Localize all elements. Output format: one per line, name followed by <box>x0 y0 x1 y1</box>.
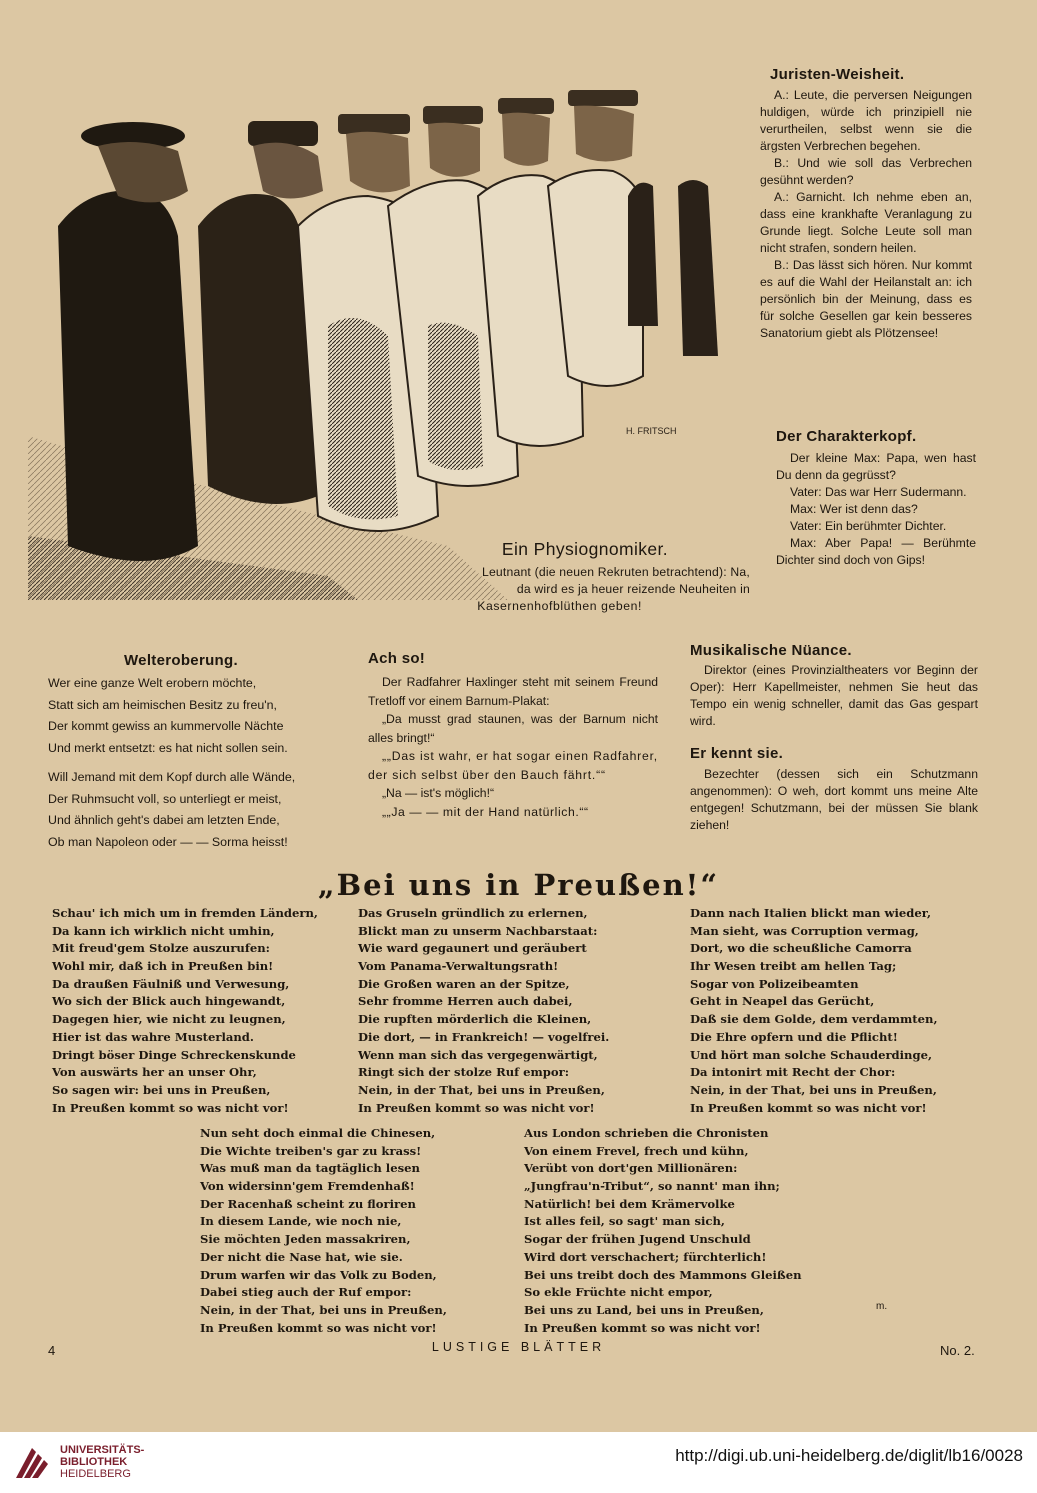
verse-line: In diesem Lande, wie noch nie, <box>200 1214 402 1229</box>
verse-line: Ist alles feil, so sagt' man sich, <box>524 1214 725 1229</box>
verse-line: Bei uns treibt doch des Mammons Gleißen <box>524 1267 802 1282</box>
verse-line: So sagen wir: bei uns in Preußen, <box>52 1082 271 1097</box>
achso-paragraph: „Na — ist's möglich!“ <box>382 786 495 800</box>
achso-paragraph: „„Das ist wahr, er hat sogar einen Radfahrer, der sich selbst über den Bauch fährt.““ <box>368 749 658 782</box>
verse-line: Natürlich! bei dem Krämervolke <box>524 1196 735 1211</box>
library-name-line-2: BIBLIOTHEK <box>60 1456 128 1468</box>
achso-title: Ach so! <box>368 650 426 667</box>
verse-line: Drum warfen wir das Volk zu Boden, <box>200 1267 437 1282</box>
verse-line: Was muß man da tagtäglich lesen <box>200 1161 420 1176</box>
verse-line: Dagegen hier, wie nicht zu leugnen, <box>52 1012 286 1027</box>
verse-line: „Jungfrau'n-Tribut“, so nannt' man ihn; <box>524 1179 780 1194</box>
verse-line: Nun seht doch einmal die Chinesen, <box>200 1126 436 1140</box>
musikalisch-title: Musikalische Nüance. <box>690 642 852 659</box>
achso-paragraph: „„Ja — — mit der Hand natürlich.““ <box>382 804 589 819</box>
charakter-paragraph: Vater: Ein berühmter Dichter. <box>790 519 947 533</box>
achso-body <box>368 673 658 821</box>
verse-line: Die Großen waren an der Spitze, <box>358 976 570 991</box>
verse-line: In Preußen kommt so was nicht vor! <box>690 1100 927 1115</box>
library-name-line-3: HEIDELBERG <box>60 1468 131 1480</box>
juristen-paragraph: B.: Das lässt sich hören. Nur kommt es auf die Wahl der Heilanstalt an: ich persönlich bin der Meinung, dass es für solche Gesellen gar kein besseres Sanatorium giebt als Plötzensee! <box>760 258 972 340</box>
verse-line: Nein, in der That, bei uns in Preußen, <box>200 1302 447 1317</box>
preussen-stanza-3 <box>690 905 990 1117</box>
musikalisch-text: Direktor (eines Provinzialtheaters vor Beginn der Oper): Herr Kapellmeister, nehmen Sie heut das Tempo ein wenig schneller, damit das Gas gespart wird. <box>690 663 978 728</box>
poem-line: Der Ruhmsucht voll, so unterliegt er meist, <box>48 791 282 806</box>
verse-line: Hier ist das wahre Musterland. <box>52 1029 254 1044</box>
poem-line: Und merkt entsetzt: es hat nicht sollen sein. <box>48 740 288 755</box>
verse-line: Man sieht, was Corruption vermag, <box>690 923 919 938</box>
verse-line: Dringt böser Dinge Schreckenskunde <box>52 1047 296 1062</box>
verse-line: In Preußen kommt so was nicht vor! <box>358 1100 595 1115</box>
erkennt-text: Bezechter (dessen sich ein Schutzmann angenommen): O weh, dort kommt uns meine Alte entgegen! Schutzmann, bei der müssen Sie blank ziehen! <box>690 767 978 832</box>
verse-line: So ekle Früchte nicht empor, <box>524 1285 713 1300</box>
verse-line: Von einem Frevel, frech und kühn, <box>524 1143 749 1158</box>
poem-line: Und ähnlich geht's dabei am letzten Ende, <box>48 813 280 827</box>
charakter-paragraph: Der kleine Max: Papa, wen hast Du denn da gegrüsst? <box>776 451 976 482</box>
preussen-title: „Bei uns in Preußen!“ <box>317 868 720 902</box>
verse-line: Sehr fromme Herren auch dabei, <box>358 994 573 1009</box>
issue-number: No. 2. <box>940 1343 975 1358</box>
verse-line: Von auswärts her an unser Ohr, <box>52 1065 257 1080</box>
verse-line: Der Racenhaß scheint zu floriren <box>200 1196 416 1211</box>
verse-line: Wohl mir, daß ich in Preußen bin! <box>52 959 274 974</box>
poem-signature: m. <box>876 1301 888 1312</box>
library-name-line-1: UNIVERSITÄTS- <box>60 1444 145 1456</box>
verse-line: Blickt man zu unserm Nachbarstaat: <box>358 923 598 938</box>
verse-line: Die dort, — in Frankreich! — vogelfrei. <box>358 1029 610 1044</box>
illustration-caption <box>420 539 750 560</box>
soldiers-illustration <box>28 76 734 600</box>
library-footer <box>0 1432 1037 1493</box>
caption-title: Ein Physiognomiker. <box>501 539 669 559</box>
verse-line: Der nicht die Nase hat, wie sie. <box>200 1249 403 1264</box>
verse-line: Ringt sich der stolze Ruf empor: <box>358 1065 570 1080</box>
verse-line: Sogar von Polizeibeamten <box>690 976 859 991</box>
verse-line: Sie möchten Jeden massakriren, <box>200 1232 411 1247</box>
library-logo-icon <box>12 1444 52 1482</box>
achso-paragraph: Der Radfahrer Haxlinger steht mit seinem Freund Tretloff vor einem Barnum-Plakat: <box>368 675 658 708</box>
verse-line: Dann nach Italien blickt man wieder, <box>690 906 932 920</box>
artist-signature: H. FRITSCH <box>626 426 677 436</box>
verse-line: Die Ehre opfern und die Pflicht! <box>690 1029 898 1044</box>
verse-line: Da intonirt mit Recht der Chor: <box>690 1065 896 1080</box>
welteroberung-title: Welteroberung. <box>124 652 238 669</box>
charakter-paragraph: Max: Wer ist denn das? <box>790 502 918 516</box>
charakter-paragraph: Max: Aber Papa! — Berühmte Dichter sind doch von Gips! <box>776 536 976 567</box>
verse-line: Schau' ich mich um in fremden Ländern, <box>52 906 318 920</box>
library-name <box>60 1444 144 1480</box>
verse-line: Die rupften mörderlich die Kleinen, <box>358 1012 592 1027</box>
preussen-stanza-1 <box>52 905 342 1117</box>
verse-line: Von widersinn'gem Fremdenhaß! <box>200 1179 415 1194</box>
verse-line: Wird dort verschachert; fürchterlich! <box>524 1249 767 1264</box>
preussen-stanza-2 <box>358 905 668 1117</box>
juristen-title: Juristen-Weisheit. <box>770 66 905 83</box>
verse-line: Da kann ich wirklich nicht umhin, <box>52 923 275 938</box>
verse-line: Nein, in der That, bei uns in Preußen, <box>358 1082 605 1097</box>
juristen-paragraph: A.: Garnicht. Ich nehme eben an, dass eine krankhafte Veranlagung zu Grunde liegt. Solche Leute soll man nicht strafen, sondern heilen. <box>760 190 972 255</box>
verse-line: Mit freud'gem Stolze auszurufen: <box>52 941 270 956</box>
poem-line: Ob man Napoleon oder — — Sorma heisst! <box>48 834 288 849</box>
caption-line-2: da wird es ja heuer reizende Neuheiten in <box>516 582 750 596</box>
permalink-url[interactable]: http://digi.ub.uni-heidelberg.de/diglit/lb16/0028 <box>675 1446 1023 1465</box>
verse-line: Dabei stieg auch der Ruf empor: <box>200 1285 412 1300</box>
page-number: 4 <box>48 1343 56 1358</box>
erkennt-title: Er kennt sie. <box>690 745 784 762</box>
verse-line: In Preußen kommt so was nicht vor! <box>200 1320 437 1335</box>
verse-line: Das Gruseln gründlich zu erlernen, <box>358 906 588 920</box>
poem-line: Der kommt gewiss an kummervolle Nächte <box>48 719 284 733</box>
verse-line: Wie ward gegaunert und geräubert <box>358 941 587 956</box>
verse-line: Und hört man solche Schauderdinge, <box>690 1047 933 1062</box>
charakter-title: Der Charakterkopf. <box>776 428 917 445</box>
welteroberung-poem <box>48 673 348 853</box>
caption-line-3: Kasernenhofblüthen geben! <box>477 599 642 613</box>
poem-line: Wer eine ganze Welt erobern möchte, <box>48 676 257 690</box>
verse-line: Wenn man sich das vergegenwärtigt, <box>358 1047 598 1062</box>
juristen-paragraph: A.: Leute, die perversen Neigungen huldigen, würde ich prinzipiell nie verurtheilen, selbst wenn sie die ärgsten Verbrechen begehen. <box>760 88 972 153</box>
erkennt-body <box>690 766 978 834</box>
poem-line: Will Jemand mit dem Kopf durch alle Wände, <box>48 770 296 784</box>
verse-line: Dort, wo die scheußliche Camorra <box>690 941 912 956</box>
verse-line: Die Wichte treiben's gar zu krass! <box>200 1143 422 1158</box>
preussen-stanza-5 <box>524 1125 854 1337</box>
charakter-paragraph: Vater: Das war Herr Sudermann. <box>790 485 967 499</box>
verse-line: Nein, in der That, bei uns in Preußen, <box>690 1082 937 1097</box>
verse-line: Sogar der frühen Jugend Unschuld <box>524 1232 751 1247</box>
verse-line: Daß sie dem Golde, dem verdammten, <box>690 1012 938 1027</box>
juristen-body <box>760 87 972 342</box>
verse-line: Bei uns zu Land, bei uns in Preußen, <box>524 1302 764 1317</box>
poem-line: Statt sich am heimischen Besitz zu freu'n, <box>48 697 277 712</box>
verse-line: Geht in Neapel das Gerücht, <box>690 994 875 1009</box>
verse-line: Verübt von dort'gen Millionären: <box>524 1161 738 1176</box>
masthead: LUSTIGE BLÄTTER <box>431 1340 606 1354</box>
achso-paragraph: „Da musst grad staunen, was der Barnum nicht alles bringt!“ <box>368 712 658 745</box>
charakter-body <box>776 450 976 569</box>
juristen-paragraph: B.: Und wie soll das Verbrechen gesühnt werden? <box>760 156 972 187</box>
soldiers-drawing <box>28 76 734 600</box>
verse-line: In Preußen kommt so was nicht vor! <box>524 1320 761 1335</box>
verse-line: Aus London schrieben die Chronisten <box>524 1126 769 1140</box>
verse-line: Da draußen Fäulniß und Verwesung, <box>52 976 290 991</box>
verse-line: Ihr Wesen treibt am hellen Tag; <box>690 959 897 974</box>
verse-line: Wo sich der Blick auch hingewandt, <box>52 994 286 1009</box>
verse-line: In Preußen kommt so was nicht vor! <box>52 1100 289 1115</box>
caption-line-1: Leutnant (die neuen Rekruten betrachtend): Na, <box>481 565 750 579</box>
verse-line: Vom Panama-Verwaltungsrath! <box>358 959 559 974</box>
musikalisch-body <box>690 662 978 730</box>
preussen-stanza-4 <box>200 1125 500 1337</box>
